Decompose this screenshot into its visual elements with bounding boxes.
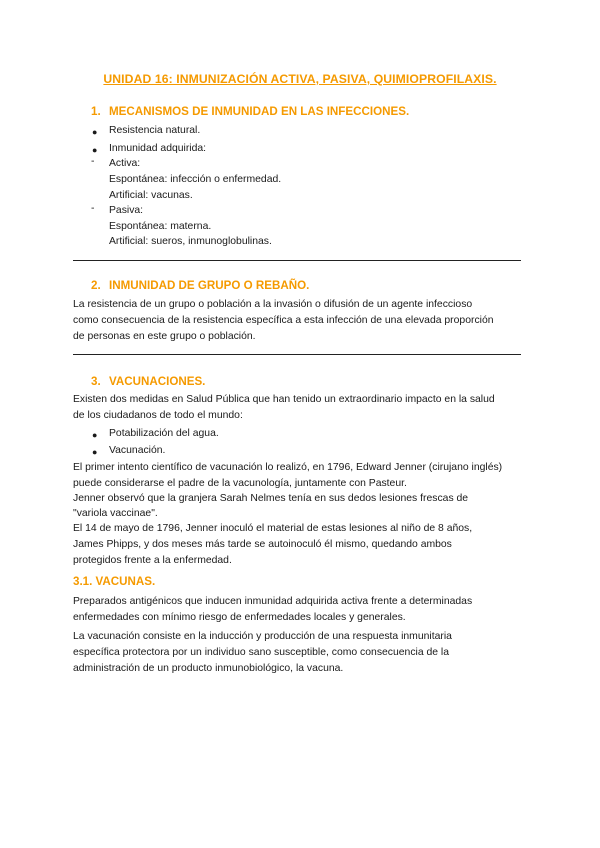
list-item: Inmunidad adquirida: bbox=[109, 143, 207, 154]
paragraph-line: específica protectora por un individuo sano susceptible, como consecuencia de la bbox=[73, 647, 450, 658]
active-line: Artificial: vacunas. bbox=[109, 190, 193, 201]
paragraph-line: La vacunación consiste en la inducción y producción de una respuesta inmunitaria bbox=[73, 631, 452, 642]
section2-heading: INMUNIDAD DE GRUPO O REBAÑO. bbox=[109, 279, 310, 292]
paragraph-line: enfermedades con mínimo riesgo de enfermedades locales y generales. bbox=[73, 612, 406, 623]
dash-icon: - bbox=[91, 203, 95, 214]
paragraph-line: La resistencia de un grupo o población a la invasión o difusión de un agente infeccioso bbox=[73, 299, 473, 310]
bullet-icon: ● bbox=[92, 430, 98, 440]
paragraph-line: Existen dos medidas en Salud Pública que han tenido un extraordinario impacto en la salud bbox=[73, 394, 495, 405]
bullet-icon: ● bbox=[92, 447, 98, 457]
section3-heading: VACUNACIONES. bbox=[109, 375, 206, 388]
section3-number: 3. bbox=[91, 375, 101, 388]
paragraph-line: puede considerarse el padre de la vacunología, juntamente con Pasteur. bbox=[73, 478, 407, 489]
bullet-icon: ● bbox=[92, 127, 98, 137]
section2-number: 2. bbox=[91, 279, 101, 292]
subsection-heading: 3.1. VACUNAS. bbox=[73, 575, 156, 588]
paragraph-line: Jenner observó que la granjera Sarah Nelmes tenía en sus dedos lesiones frescas de bbox=[73, 493, 469, 504]
paragraph-line: James Phipps, y dos meses más tarde se autoinoculó él mismo, quedando ambos bbox=[73, 539, 452, 550]
passive-label: Pasiva: bbox=[109, 205, 144, 216]
paragraph-line: El primer intento científico de vacunación lo realizó, en 1796, Edward Jenner (cirujano inglés) bbox=[73, 462, 503, 473]
passive-line: Espontánea: materna. bbox=[109, 221, 212, 232]
paragraph-line: El 14 de mayo de 1796, Jenner inoculó el material de estas lesiones al niño de 8 años, bbox=[73, 523, 473, 534]
paragraph-line: "variola vaccinae". bbox=[73, 508, 158, 519]
paragraph-line: protegidos frente a la enfermedad. bbox=[73, 555, 232, 566]
dash-icon: - bbox=[91, 156, 95, 167]
list-item: Vacunación. bbox=[109, 445, 166, 456]
list-item: Resistencia natural. bbox=[109, 125, 201, 136]
active-label: Activa: bbox=[109, 158, 141, 169]
list-item: Potabilización del agua. bbox=[109, 428, 219, 439]
section1-heading: MECANISMOS DE INMUNIDAD EN LAS INFECCIONES. bbox=[109, 105, 410, 118]
paragraph-line: de los ciudadanos de todo el mundo: bbox=[73, 410, 243, 421]
paragraph-line: de personas en este grupo o población. bbox=[73, 331, 256, 342]
section-divider bbox=[73, 260, 521, 261]
section-divider bbox=[73, 354, 521, 355]
paragraph-line: como consecuencia de la resistencia específica a esta infección de una elevada proporción bbox=[73, 315, 494, 326]
paragraph-line: Preparados antigénicos que inducen inmunidad adquirida activa frente a determinadas bbox=[73, 596, 473, 607]
active-line: Espontánea: infección o enfermedad. bbox=[109, 174, 282, 185]
document-title: UNIDAD 16: INMUNIZACIÓN ACTIVA, PASIVA, QUIMIOPROFILAXIS. bbox=[103, 72, 497, 86]
section1-number: 1. bbox=[91, 105, 101, 118]
bullet-icon: ● bbox=[92, 145, 98, 155]
passive-line: Artificial: sueros, inmunoglobulinas. bbox=[109, 236, 272, 247]
paragraph-line: administración de un producto inmunobiológico, la vacuna. bbox=[73, 663, 344, 674]
